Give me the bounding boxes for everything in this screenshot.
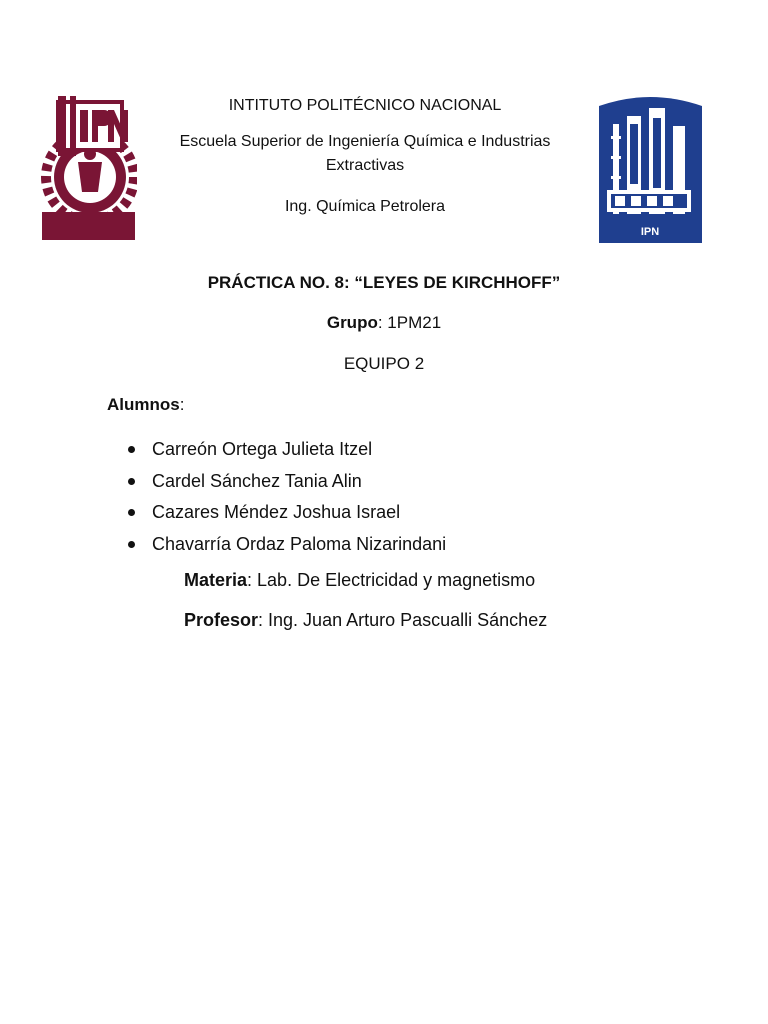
student-name: Cardel Sánchez Tania Alin [152, 470, 362, 491]
bullet-icon [128, 446, 135, 453]
teacher-line [184, 610, 547, 631]
subject-label: Materia [184, 570, 248, 590]
student-name: Cazares Méndez Joshua Israel [152, 502, 401, 522]
list-item [128, 497, 446, 529]
student-name: Carreón Ortega Julieta Itzel [152, 439, 373, 459]
students-label: Alumnos [107, 395, 180, 414]
practice-title: PRÁCTICA NO. 8: “LEYES DE KIRCHHOFF” [207, 273, 561, 292]
students-heading [107, 395, 184, 415]
ipn-logo [40, 92, 137, 242]
students-label-suffix: : [179, 395, 185, 414]
esiqie-logo [597, 94, 704, 243]
group-label: Grupo [326, 313, 378, 332]
student-name: Chavarría Ordaz Paloma Nizarindani [152, 533, 447, 554]
subject-value: : Lab. De Electricidad y magnetismo [247, 570, 536, 590]
teacher-label: Profesor [184, 610, 259, 630]
esiqie-logo-text: IPN [640, 226, 660, 238]
group-line [0, 313, 768, 333]
team-line: EQUIPO 2 [343, 354, 425, 373]
bullet-icon [128, 509, 135, 516]
school-name [150, 130, 580, 178]
group-value: : 1PM21 [377, 313, 442, 332]
subject-line [184, 570, 535, 591]
teacher-value: : Ing. Juan Arturo Pascualli Sánchez [258, 610, 548, 630]
list-item [128, 466, 446, 498]
bullet-icon [128, 478, 135, 485]
list-item [128, 434, 446, 466]
career-name: Ing. Química Petrolera [284, 198, 446, 215]
institute-name: INTITUTO POLITÉCNICO NACIONAL [228, 97, 502, 114]
school-name-line1: Escuela Superior de Ingeniería Química e Industrias [179, 133, 551, 150]
list-item [128, 529, 446, 561]
student-list [128, 434, 446, 560]
bullet-icon [128, 541, 135, 548]
school-name-line2: Extractivas [325, 157, 405, 174]
